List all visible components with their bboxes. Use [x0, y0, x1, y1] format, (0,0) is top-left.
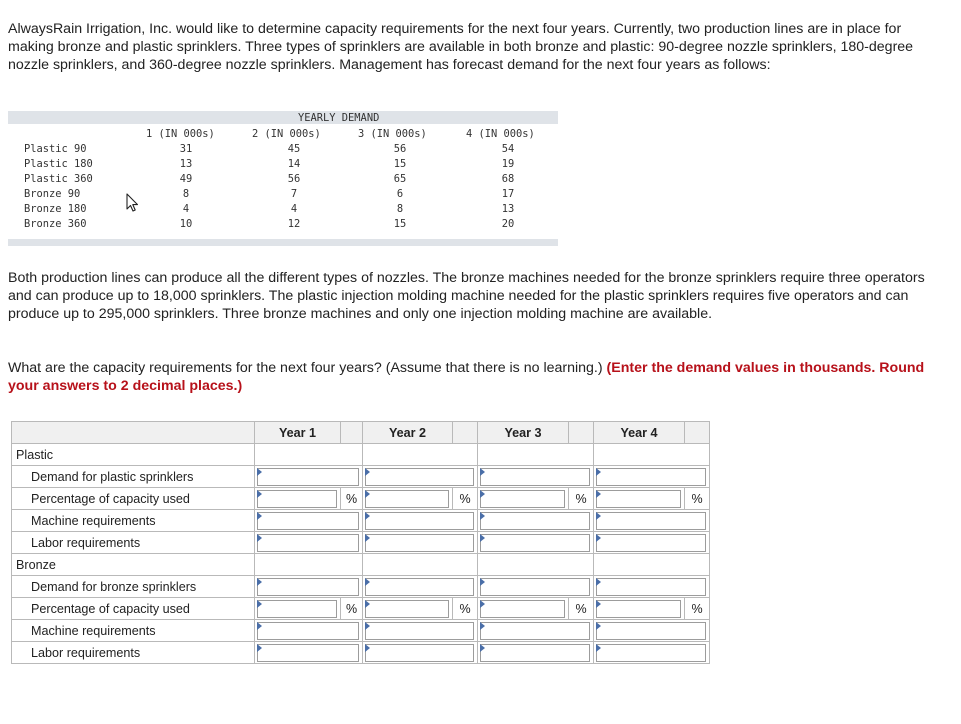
plastic-machine-year-1-input[interactable] — [257, 512, 359, 530]
cell: 8 — [182, 188, 190, 200]
row-label-bronze-machine: Machine requirements — [12, 620, 255, 642]
answer-grid — [11, 421, 710, 664]
question-paragraph — [8, 359, 948, 395]
table-row — [12, 620, 710, 642]
plastic-machine-year-2-input[interactable] — [365, 512, 474, 530]
row-label-bronze-180: Bronze 180 — [24, 203, 87, 215]
cell: 68 — [501, 173, 515, 185]
question-instruction: (Enter the demand values in thousands. Round your answers to 2 decimal places.) — [8, 360, 925, 394]
bronze-capacity-year-2-input[interactable] — [365, 600, 449, 618]
cell: 17 — [501, 188, 515, 200]
demand-table-title: YEARLY DEMAND — [298, 112, 380, 124]
cell: 12 — [287, 218, 301, 230]
percent-sign: % — [685, 488, 710, 510]
cell: 15 — [393, 218, 407, 230]
section-label-bronze: Bronze — [12, 554, 255, 576]
table-row — [12, 488, 710, 510]
table-row — [12, 642, 710, 664]
cell: 65 — [393, 173, 407, 185]
cell: 20 — [501, 218, 515, 230]
col-header-year-2: 2 (IN 000s) — [252, 128, 321, 140]
row-label-plastic-capacity: Percentage of capacity used — [12, 488, 255, 510]
plastic-demand-year-3-input[interactable] — [480, 468, 590, 486]
table-row — [12, 598, 710, 620]
plastic-labor-year-2-input[interactable] — [365, 534, 474, 552]
bronze-machine-year-1-input[interactable] — [257, 622, 359, 640]
row-label-plastic-360: Plastic 360 — [24, 173, 93, 185]
plastic-demand-year-4-input[interactable] — [596, 468, 706, 486]
plastic-machine-year-3-input[interactable] — [480, 512, 590, 530]
plastic-demand-year-1-input[interactable] — [257, 468, 359, 486]
cell: 6 — [396, 188, 404, 200]
percent-sign: % — [341, 488, 363, 510]
row-label-plastic-demand: Demand for plastic sprinklers — [12, 466, 255, 488]
plastic-capacity-year-1-input[interactable] — [257, 490, 337, 508]
row-label-bronze-90: Bronze 90 — [24, 188, 81, 200]
header-year-1: Year 1 — [255, 422, 341, 444]
header-year-2: Year 2 — [363, 422, 453, 444]
section-label-plastic: Plastic — [12, 444, 255, 466]
col-header-year-4: 4 (IN 000s) — [466, 128, 535, 140]
row-label-plastic-180: Plastic 180 — [24, 158, 93, 170]
percent-sign: % — [453, 598, 478, 620]
plastic-demand-year-2-input[interactable] — [365, 468, 474, 486]
bronze-machine-year-2-input[interactable] — [365, 622, 474, 640]
cell: 10 — [179, 218, 193, 230]
bronze-labor-year-1-input[interactable] — [257, 644, 359, 662]
plastic-labor-year-1-input[interactable] — [257, 534, 359, 552]
cell: 49 — [179, 173, 193, 185]
mouse-cursor-icon — [126, 193, 140, 213]
bronze-labor-year-3-input[interactable] — [480, 644, 590, 662]
plastic-capacity-year-2-input[interactable] — [365, 490, 449, 508]
plastic-labor-year-4-input[interactable] — [596, 534, 706, 552]
bronze-machine-year-3-input[interactable] — [480, 622, 590, 640]
col-header-year-1: 1 (IN 000s) — [146, 128, 215, 140]
cell: 31 — [179, 143, 193, 155]
table-row — [12, 466, 710, 488]
bronze-demand-year-1-input[interactable] — [257, 578, 359, 596]
section-row-bronze — [12, 554, 710, 576]
answer-grid-header — [12, 422, 710, 444]
percent-sign: % — [569, 598, 594, 620]
percent-sign: % — [453, 488, 478, 510]
row-label-bronze-capacity: Percentage of capacity used — [12, 598, 255, 620]
cell: 54 — [501, 143, 515, 155]
plastic-labor-year-3-input[interactable] — [480, 534, 590, 552]
row-label-bronze-labor: Labor requirements — [12, 642, 255, 664]
bronze-capacity-year-1-input[interactable] — [257, 600, 337, 618]
table-row — [12, 576, 710, 598]
cell: 15 — [393, 158, 407, 170]
cell: 4 — [290, 203, 298, 215]
cell: 56 — [287, 173, 301, 185]
row-label-plastic-labor: Labor requirements — [12, 532, 255, 554]
percent-sign: % — [569, 488, 594, 510]
row-label-plastic-90: Plastic 90 — [24, 143, 87, 155]
percent-sign: % — [341, 598, 363, 620]
demand-table-footer-bar — [8, 239, 558, 246]
plastic-capacity-year-4-input[interactable] — [596, 490, 681, 508]
bronze-demand-year-2-input[interactable] — [365, 578, 474, 596]
row-label-plastic-machine: Machine requirements — [12, 510, 255, 532]
demand-table — [8, 111, 558, 246]
demand-table-header-bar — [8, 111, 558, 124]
cell: 19 — [501, 158, 515, 170]
cell: 13 — [179, 158, 193, 170]
cell: 45 — [287, 143, 301, 155]
table-row — [12, 532, 710, 554]
row-label-bronze-360: Bronze 360 — [24, 218, 87, 230]
cell: 8 — [396, 203, 404, 215]
bronze-capacity-year-3-input[interactable] — [480, 600, 565, 618]
intro-paragraph: AlwaysRain Irrigation, Inc. would like to determine capacity requirements for the next four years. Currently, two production lines are in place for making bronze and plastic sprinklers. Three types of sprinklers are available in both bronze and plastic: 90-degree nozzle sprinklers, 180-degree nozzle sprinklers, and 360-degree nozzle sprinklers. Management has forecast demand for the next four years as follows: — [8, 21, 914, 73]
cell: 14 — [287, 158, 301, 170]
col-header-year-3: 3 (IN 000s) — [358, 128, 427, 140]
bronze-demand-year-3-input[interactable] — [480, 578, 590, 596]
cell: 7 — [290, 188, 298, 200]
header-blank — [12, 422, 255, 444]
bronze-capacity-year-4-input[interactable] — [596, 600, 681, 618]
plastic-machine-year-4-input[interactable] — [596, 512, 706, 530]
cell: 4 — [182, 203, 190, 215]
capacity-paragraph: Both production lines can produce all the different types of nozzles. The bronze machines needed for the bronze sprinklers require three operators and can produce up to 18,000 sprinklers. The plastic injection molding machine needed for the plastic sprinklers requires five operators and can produce up to 295,000 sprinklers. Three bronze machines and only one injection molding machine are available. — [8, 270, 925, 322]
cell: 56 — [393, 143, 407, 155]
plastic-capacity-year-3-input[interactable] — [480, 490, 565, 508]
question-text: What are the capacity requirements for the next four years? (Assume that there is no learning.) — [8, 360, 607, 376]
row-label-bronze-demand: Demand for bronze sprinklers — [12, 576, 255, 598]
bronze-demand-year-4-input[interactable] — [596, 578, 706, 596]
section-row-plastic — [12, 444, 710, 466]
cell: 13 — [501, 203, 515, 215]
bronze-machine-year-4-input[interactable] — [596, 622, 706, 640]
header-year-3: Year 3 — [478, 422, 569, 444]
bronze-labor-year-2-input[interactable] — [365, 644, 474, 662]
bronze-labor-year-4-input[interactable] — [596, 644, 706, 662]
percent-sign: % — [685, 598, 710, 620]
header-year-4: Year 4 — [594, 422, 685, 444]
table-row — [12, 510, 710, 532]
